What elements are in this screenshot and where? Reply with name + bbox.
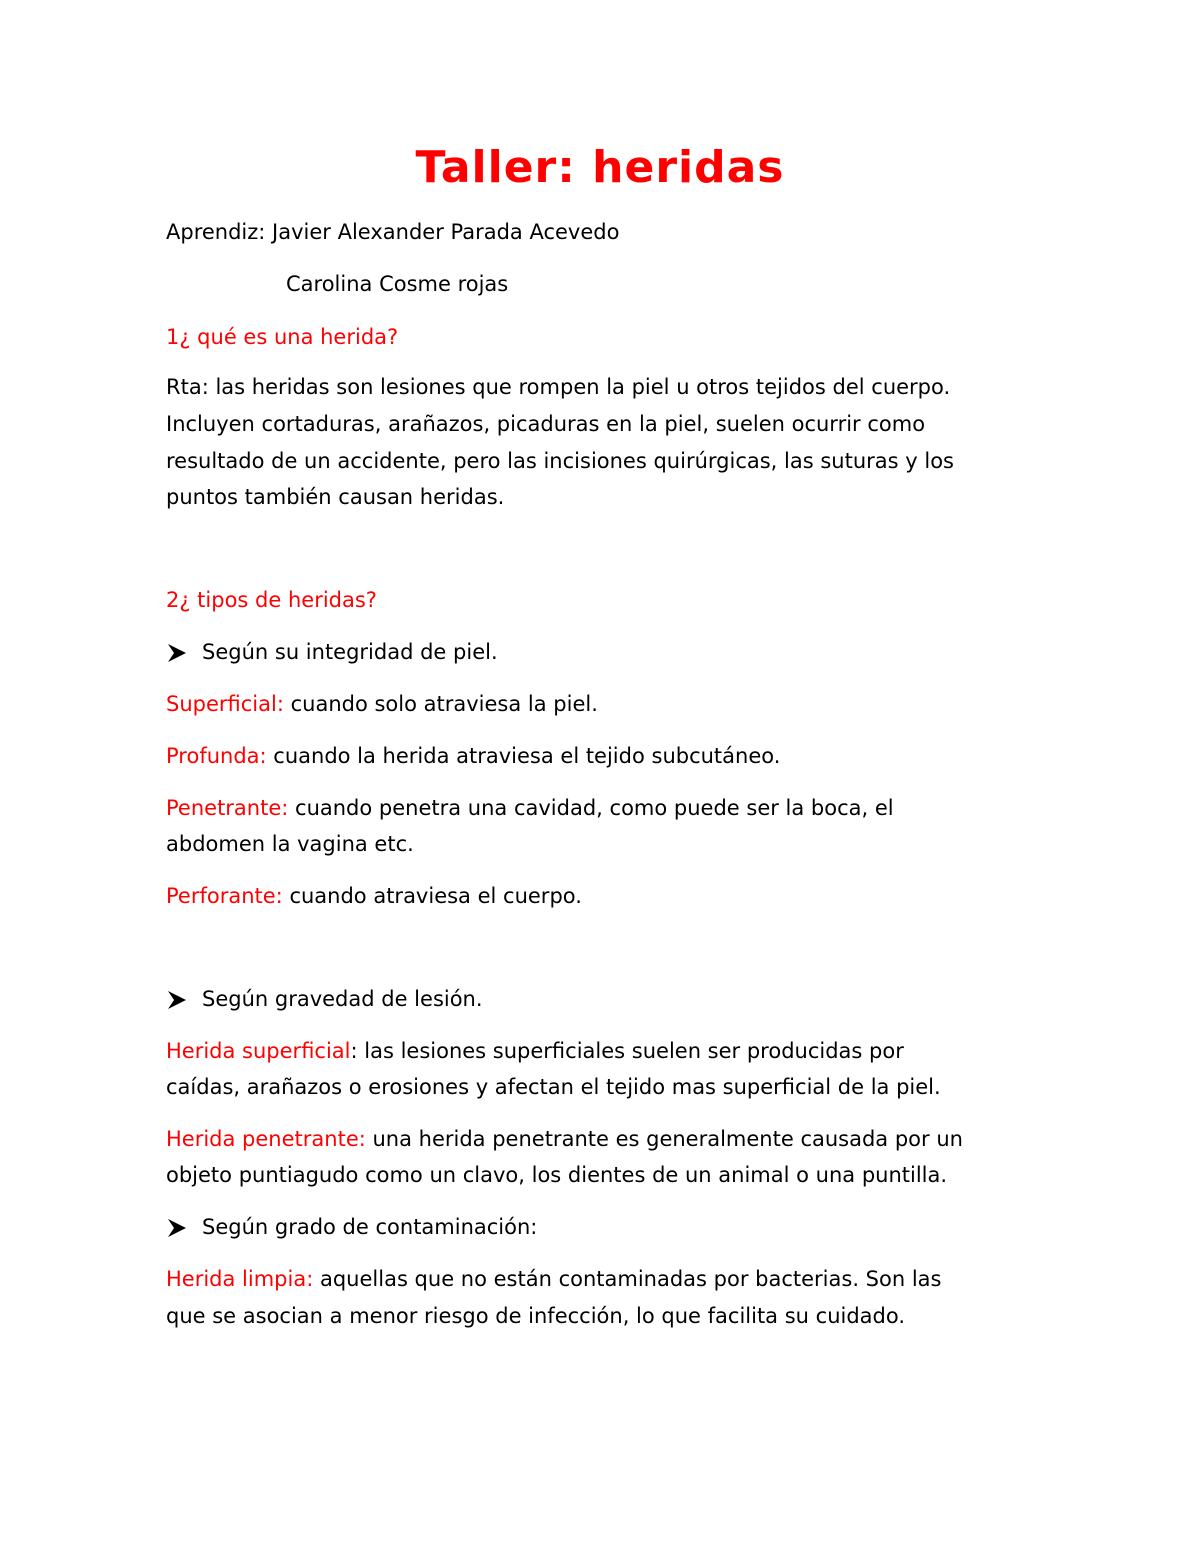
term: Profunda: [166,744,267,768]
section-heading-text: Según gravedad de lesión. [202,987,483,1011]
list-item-continuation: caídas, arañazos o erosiones y afectan el tejido mas superficial de la piel. [166,1075,941,1099]
term: Herida penetrante: [166,1127,366,1151]
term: Herida superficial [166,1039,351,1063]
list-item [166,882,582,910]
arrow-bullet-icon [166,1218,202,1238]
section-heading [166,638,498,666]
list-item [166,1265,941,1293]
term: Herida limpia: [166,1267,314,1291]
aprendiz-line: Aprendiz: Javier Alexander Parada Acevedo [166,220,620,244]
definition: una herida penetrante es generalmente causada por un [365,1127,963,1151]
section-heading [166,985,483,1013]
answer-1-line: resultado de un accidente, pero las incisiones quirúrgicas, las suturas y los [166,449,954,473]
list-item-continuation: que se asocian a menor riesgo de infección, lo que facilita su cuidado. [166,1304,906,1328]
list-item [166,690,598,718]
list-item-continuation: abdomen la vagina etc. [166,832,414,856]
definition: cuando atraviesa el cuerpo. [282,884,582,908]
answer-1-line: puntos también causan heridas. [166,485,505,509]
answer-1-line: Rta: las heridas son lesiones que rompen la piel u otros tejidos del cuerpo. [166,375,951,399]
question-1: 1¿ qué es una herida? [166,325,399,349]
section-heading-text: Según grado de contaminación: [202,1215,538,1239]
section-heading-text: Según su integridad de piel. [202,640,498,664]
list-item [166,1125,963,1153]
definition: cuando penetra una cavidad, como puede ser la boca, el [288,796,894,820]
list-item [166,794,894,822]
second-name-line: Carolina Cosme rojas [286,272,509,296]
list-item [166,1037,904,1065]
section-heading [166,1213,537,1241]
definition: aquellas que no están contaminadas por bacterias. Son las [313,1267,942,1291]
arrow-bullet-icon [166,990,202,1010]
list-item [166,742,780,770]
term: Superficial: [166,692,284,716]
question-2: 2¿ tipos de heridas? [166,588,377,612]
definition: : las lesiones superficiales suelen ser producidas por [350,1039,904,1063]
list-item-continuation: objeto puntiagudo como un clavo, los dientes de un animal o una puntilla. [166,1163,948,1187]
answer-1-line: Incluyen cortaduras, arañazos, picaduras en la piel, suelen ocurrir como [166,412,926,436]
arrow-bullet-icon [166,643,202,663]
definition: cuando la herida atraviesa el tejido subcutáneo. [266,744,781,768]
definition: cuando solo atraviesa la piel. [283,692,598,716]
document-title: Taller: heridas [415,142,785,193]
term: Penetrante: [166,796,289,820]
term: Perforante: [166,884,283,908]
